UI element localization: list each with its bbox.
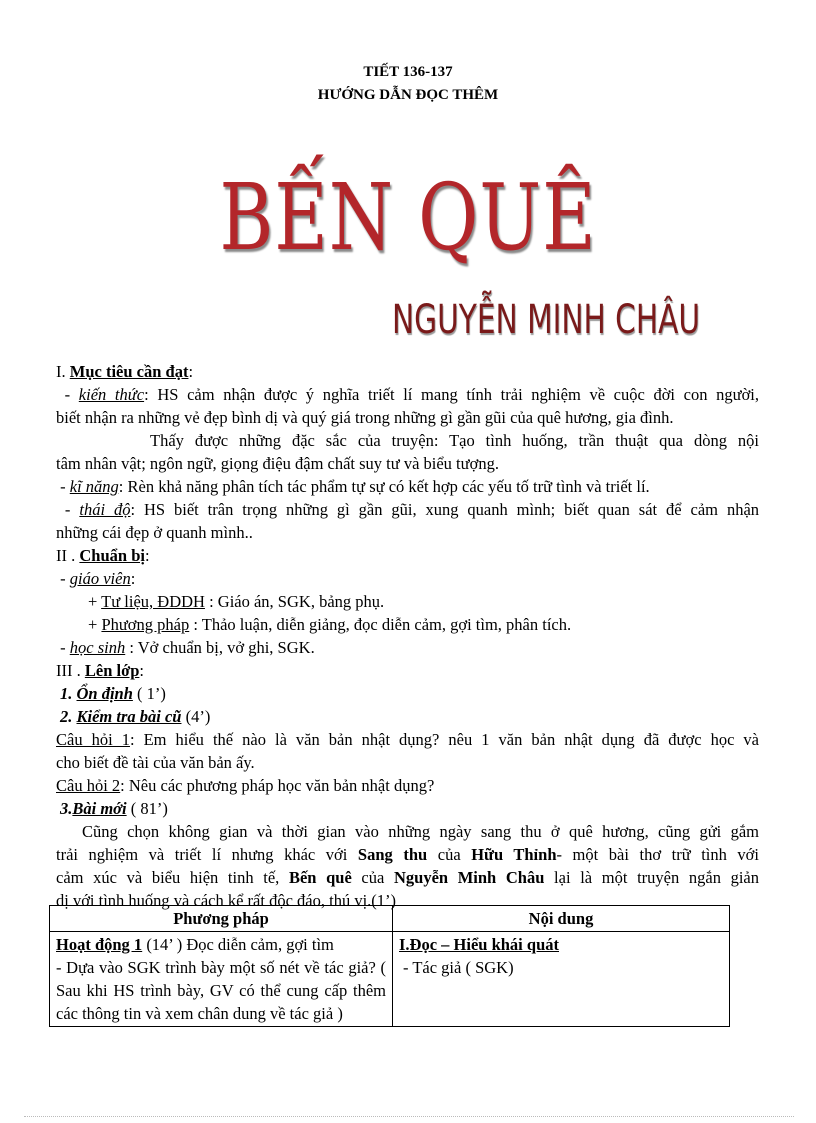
author-name: NGUYỄN MINH CHÂU [392, 297, 701, 343]
materials-label: Tư liệu, ĐDDH [101, 592, 205, 611]
methods-line: + Phương pháp : Thảo luận, diễn giảng, đọc diễn cảm, gợi tìm, phân tích. [88, 615, 572, 634]
skills-line: - kĩ năng: Rèn khả năng phân tích tác phẩm tự sự có kết hợp các yếu tố trữ tình và triết lí. [56, 477, 650, 496]
knowledge-line-2: biết nhận ra những vẻ đẹp bình dị và quý giá trong những gì gần gũi của quê hương, gia đình. [56, 408, 674, 427]
materials-line: + Tư liệu, ĐDDH : Giáo án, SGK, bảng phụ. [88, 592, 385, 611]
skills-label: kĩ năng [69, 477, 119, 496]
content-heading: I.Đọc – Hiểu khái quát [399, 935, 559, 954]
attitude-line-1: - thái độ: HS biết trân trọng những gì gần gũi, xung quanh mình; biết quan sát để cảm nhận [56, 500, 760, 519]
question-1-label: Câu hỏi 1 [56, 730, 130, 749]
intro-line-4: dị với tình huống và cách kể rất độc đáo, thú vị.(1’) [56, 891, 397, 910]
column-header-method: Phương pháp [50, 906, 393, 932]
method-text: - Dựa vào SGK trình bày một số nét về tác giả? ( Sau khi HS trình bày, GV có thể cung cấp thêm các thông tin và xem chân dung về tác giả ) [56, 958, 386, 1023]
lesson-number: TIẾT 136-137 [363, 64, 453, 80]
lesson-subtitle: HƯỚNG DẪN ĐỌC THÊM [317, 87, 499, 103]
methods-label: Phương pháp [101, 615, 190, 634]
content-cell [393, 932, 730, 1027]
knowledge-line-3: Thấy được những đặc sắc của truyện: Tạo tình huống, trần thuật qua dòng nội [150, 431, 759, 450]
student-line: - học sinh : Vở chuẩn bị, vở ghi, SGK. [56, 638, 315, 657]
attitude-label: thái độ [79, 500, 131, 519]
student-label: học sinh [69, 638, 126, 657]
intro-line-1: Cũng chọn không gian và thời gian vào những ngày sang thu ở quê hương, cũng gửi gắm [82, 822, 759, 841]
intro-line-3: cảm xúc và biểu hiện tinh tế, Bến quê của Nguyễn Minh Châu lại là một truyện ngắn giản [56, 868, 759, 887]
lesson-table [49, 905, 730, 1027]
content-item: - Tác giả ( SGK) [403, 958, 514, 977]
column-header-content: Nội dung [393, 906, 730, 932]
table-row [50, 932, 730, 1027]
method-cell [50, 932, 393, 1027]
story-title: BẾN QUÊ [219, 164, 597, 271]
question-1-line-2: cho biết đề tài của văn bản ấy. [56, 753, 255, 772]
step-3: 3.Bài mới ( 81’) [60, 799, 168, 818]
section-2-heading: II . Chuẩn bị: [56, 546, 150, 565]
activity-1-line: Hoạt động 1 (14’ ) Đọc diễn cảm, gợi tìm [56, 935, 334, 954]
section-3-heading: III . Lên lớp: [56, 661, 144, 680]
step-1: 1. Ổn định ( 1’) [60, 684, 166, 703]
intro-line-2: trải nghiệm và triết lí nhưng khác với Sang thu của Hữu Thỉnh- một bài thơ trữ tình với [56, 845, 759, 864]
step-2: 2. Kiểm tra bài cũ (4’) [60, 707, 211, 726]
knowledge-line-1: - kiến thức: HS cảm nhận được ý nghĩa triết lí mang tính trải nghiệm về cuộc đời con người, [56, 385, 760, 404]
attitude-line-2: những cái đẹp ở quanh mình.. [56, 523, 253, 542]
teacher-line: - giáo viên: [56, 569, 136, 588]
knowledge-label: kiến thức [78, 385, 145, 404]
activity-1-label: Hoạt động 1 [56, 935, 143, 954]
teacher-label: giáo viên [69, 569, 131, 588]
question-1-line-1: Câu hỏi 1: Em hiểu thế nào là văn bản nhật dụng? nêu 1 văn bản nhật dụng đã được học và [56, 730, 759, 749]
page-edge-divider [24, 1116, 794, 1117]
question-2-label: Câu hỏi 2 [56, 776, 121, 795]
question-2-line: Câu hỏi 2: Nêu các phương pháp học văn bản nhật dụng? [56, 776, 435, 795]
knowledge-line-4: tâm nhân vật; ngôn ngữ, giọng điệu đậm chất suy tư và biểu tượng. [56, 454, 499, 473]
section-1-heading: I. Mục tiêu cần đạt: [56, 362, 194, 381]
table-header-row [50, 906, 730, 932]
